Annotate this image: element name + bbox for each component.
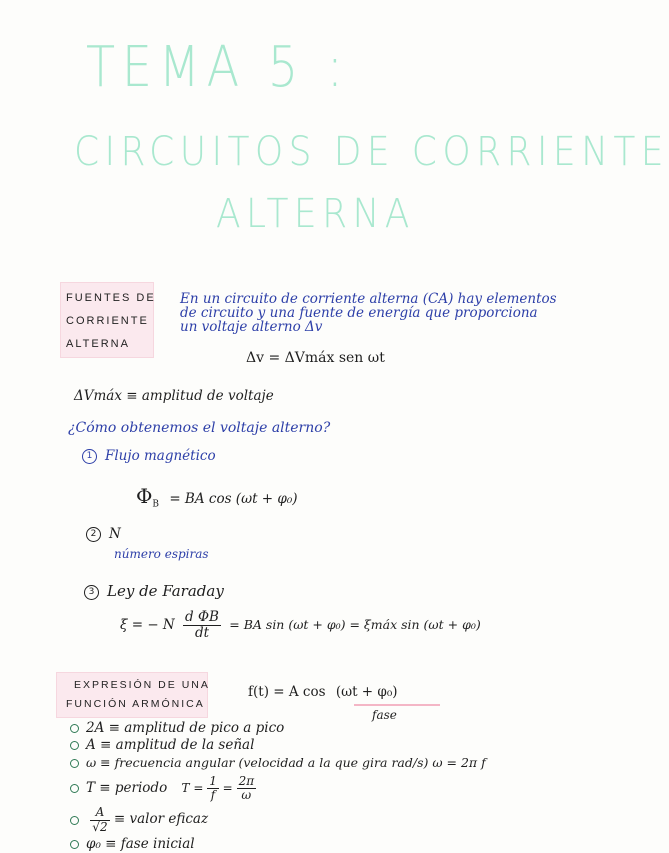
- section1-text-line: de circuito y una fuente de energía que proporciona: [180, 305, 538, 321]
- bullet-item: [70, 775, 486, 802]
- bullet-icon: [70, 759, 79, 768]
- period-formula: [181, 774, 257, 803]
- bullet-icon: [70, 816, 79, 825]
- section1-text: [180, 292, 557, 334]
- section1-text-line: En un circuito de corriente alterna (CA) hay elementos: [180, 291, 557, 307]
- item1-formula: [136, 484, 298, 510]
- bullet-item: [70, 720, 486, 737]
- period-frac1: [207, 775, 219, 802]
- bullet-item: [70, 806, 486, 833]
- item2-label: N: [109, 526, 121, 542]
- title-line1: TEMA 5 :: [86, 35, 350, 100]
- flux-derivative: [183, 610, 221, 641]
- bullet-icon: [70, 724, 79, 733]
- bullet-text: T ≡ periodo: [86, 780, 168, 797]
- item3-label: Ley de Faraday: [107, 582, 224, 600]
- item3-formula: [120, 610, 481, 641]
- bullet-text: φ₀ ≡ fase inicial: [86, 835, 195, 852]
- period-frac2: [237, 775, 257, 802]
- section1-formula: Δv = ΔVmáx sen ωt: [246, 350, 385, 366]
- section1-text-line: un voltaje alterno Δv: [180, 319, 323, 335]
- period-frac2-den: ω: [241, 788, 252, 803]
- phase-underline: [354, 704, 440, 706]
- section2-box-line: EXPRESIÓN DE UNA: [74, 679, 210, 691]
- period-frac1-den: f: [210, 788, 216, 803]
- amplitude-definition: ΔVmáx ≡ amplitud de voltaje: [74, 388, 274, 404]
- section2-box-label: [66, 676, 210, 714]
- bullet-icon: [70, 784, 79, 793]
- rms-den: √2: [92, 819, 108, 834]
- harmonic-formula-main: f(t) = A cos: [248, 684, 326, 700]
- item3: [84, 582, 224, 600]
- item1: [82, 448, 216, 464]
- flux-derivative-num: d ΦB: [185, 609, 219, 625]
- item2-note: número espiras: [114, 547, 209, 561]
- bullet-text: ≡ valor eficaz: [113, 811, 209, 828]
- section1-box-line: CORRIENTE: [66, 314, 149, 327]
- item2: [86, 526, 121, 542]
- period-frac2-num: 2π: [238, 774, 255, 788]
- bullet-item: [70, 836, 486, 853]
- rms-num: A: [90, 806, 109, 820]
- number-2-icon: 2: [86, 527, 101, 542]
- section1-box-line: FUENTES DE: [66, 292, 156, 304]
- bullet-list: [70, 720, 486, 853]
- phase-label: fase: [372, 708, 397, 722]
- bullet-text: 2A ≡ amplitud de pico a pico: [86, 720, 285, 736]
- number-3-icon: 3: [84, 585, 99, 600]
- period-eq: =: [222, 781, 233, 796]
- rms-frac: [90, 806, 109, 833]
- phase-term: (ωt + φ₀): [335, 684, 398, 700]
- section1-box-line: ALTERNA: [66, 337, 130, 350]
- bullet-item: [70, 737, 486, 754]
- bullet-icon: [70, 840, 79, 849]
- flux-subscript: B: [152, 499, 160, 510]
- item1-label: Flujo magnético: [105, 448, 216, 464]
- flux-symbol: Φ: [136, 484, 153, 508]
- faraday-rhs: = BA sin (ωt + φ₀) = ξmáx sin (ωt + φ₀): [229, 616, 481, 632]
- period-lhs: T =: [181, 781, 204, 796]
- bullet-text: A ≡ amplitud de la señal: [86, 737, 255, 753]
- bullet-item: [70, 754, 486, 771]
- faraday-lhs: ξ = − N: [120, 616, 175, 633]
- item1-formula-rhs: = BA cos (ωt + φ₀): [169, 491, 298, 507]
- flux-derivative-den: dt: [194, 624, 210, 641]
- harmonic-formula: [248, 684, 398, 700]
- section1-box-label: [66, 288, 156, 355]
- bullet-text: ω ≡ frecuencia angular (velocidad a la que gira rad/s) ω = 2π f: [86, 755, 486, 770]
- bullet-icon: [70, 741, 79, 750]
- number-1-icon: 1: [82, 449, 97, 464]
- title-line2: CIRCUITOS DE CORRIENTE: [74, 129, 669, 175]
- question: ¿Cómo obtenemos el voltaje alterno?: [68, 420, 331, 436]
- period-frac1-num: 1: [209, 774, 217, 788]
- title-line3: ALTERNA: [216, 191, 415, 237]
- section2-box-line: FUNCIÓN ARMÓNICA: [66, 697, 205, 710]
